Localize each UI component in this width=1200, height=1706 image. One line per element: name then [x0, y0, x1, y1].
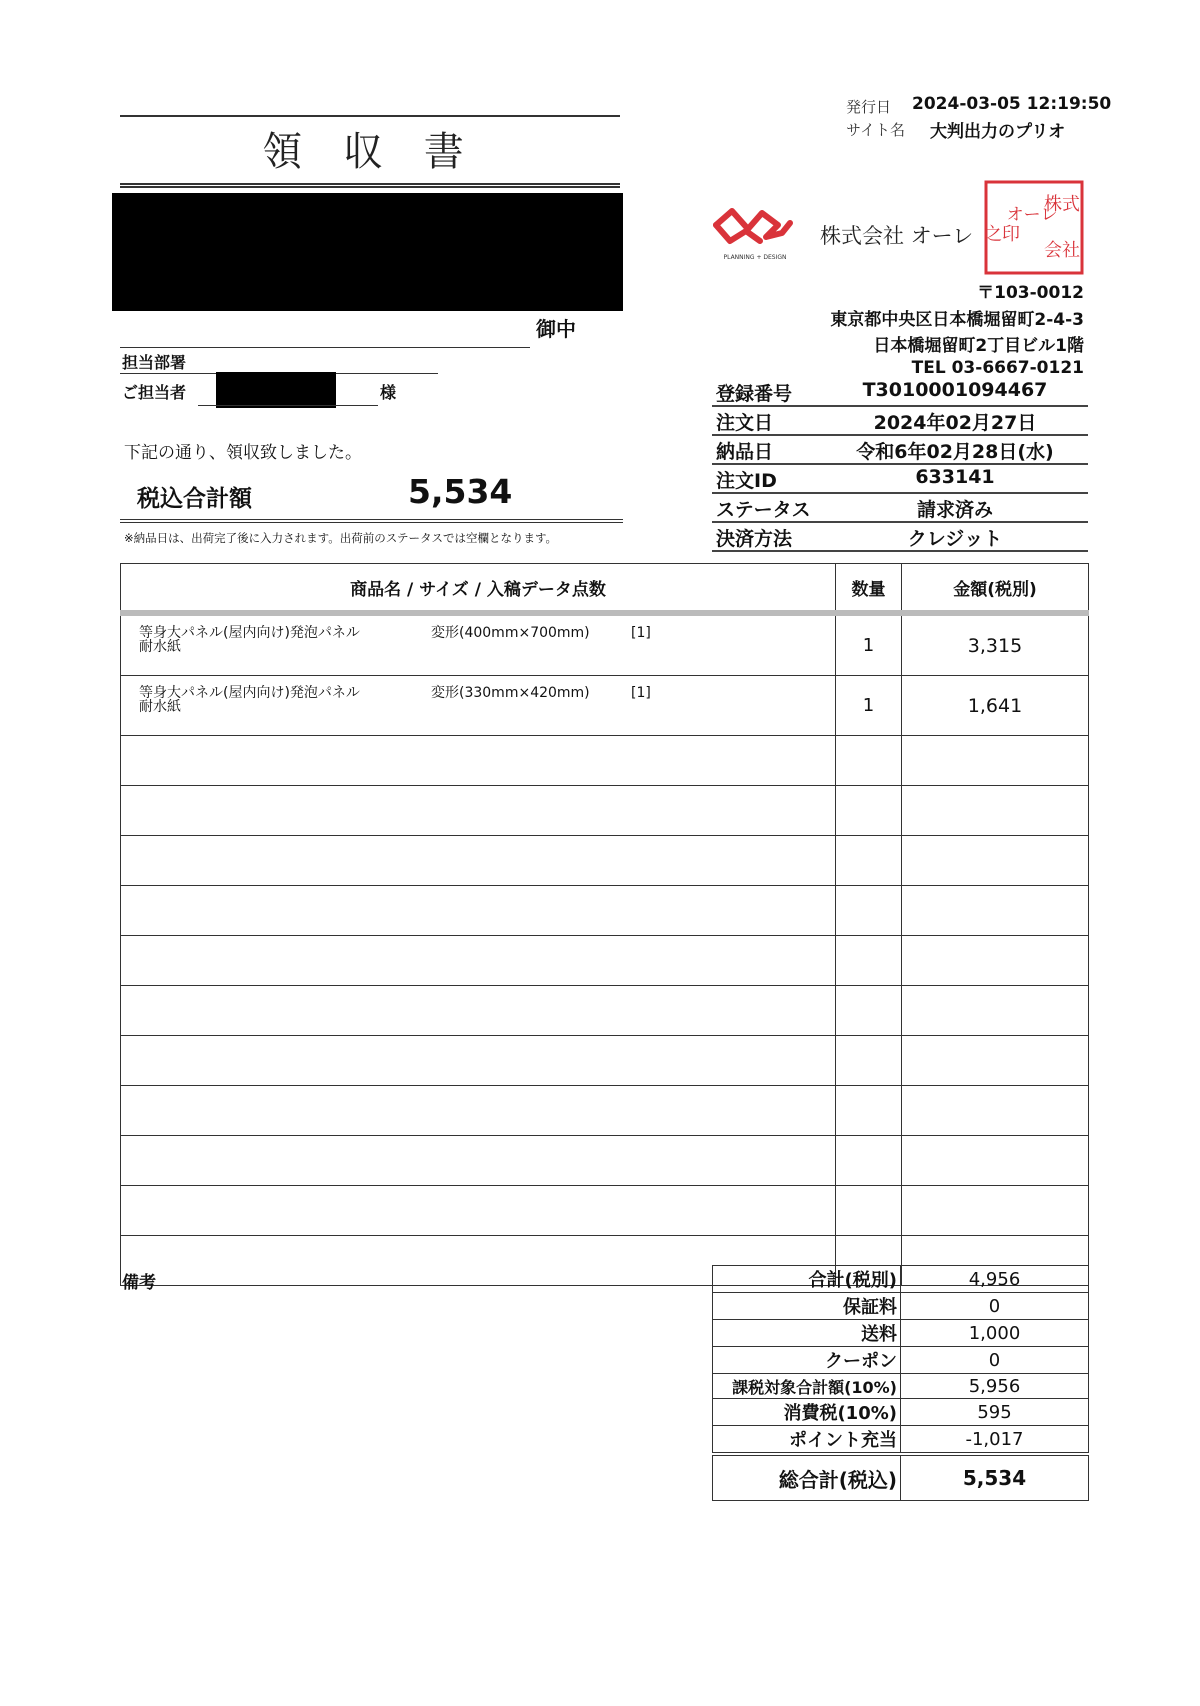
totals-label: 合計(税別) [713, 1266, 901, 1293]
info-label: 注文日 [716, 412, 774, 434]
totals-value: 595 [901, 1399, 1089, 1426]
info-label: 納品日 [716, 441, 774, 463]
item-name-cell [121, 613, 836, 676]
totals-label: 送料 [713, 1320, 901, 1347]
totals-value: 0 [901, 1347, 1089, 1374]
company-logo-icon [710, 203, 800, 263]
table-row-empty [121, 1086, 1089, 1136]
info-row-order-date [712, 406, 1088, 436]
item-qty: 1 [836, 613, 902, 676]
svg-text:オーレ: オーレ [1006, 205, 1058, 225]
totals-value: 1,000 [901, 1320, 1089, 1347]
table-row-empty [121, 886, 1089, 936]
item-name: 等身大パネル(屋内向け)発泡パネル [139, 685, 360, 701]
issue-date-label: 発行日 [846, 98, 892, 116]
company-seal-icon [984, 180, 1084, 275]
item-amount: 1,641 [902, 676, 1089, 736]
totals-label: 課税対象合計額(10%) [713, 1374, 901, 1399]
totals-value: -1,017 [901, 1426, 1089, 1455]
grand-total-row [713, 1454, 1089, 1501]
item-size: 変形(330mm×420mm) [431, 685, 590, 701]
info-row-order-id [712, 464, 1088, 494]
item-qty: 1 [836, 676, 902, 736]
info-row-delivery-date [712, 435, 1088, 465]
total-label: 税込合計額 [137, 486, 252, 512]
company-tel: TEL 03-6667-0121 [911, 358, 1084, 378]
table-row [121, 613, 1089, 676]
company-postal: 〒103-0012 [977, 283, 1084, 303]
info-row-payment [712, 522, 1088, 552]
items-header-row [121, 564, 1089, 614]
total-value: 5,534 [408, 472, 513, 511]
department-label: 担当部署 [122, 353, 187, 372]
title-bottom-rule [120, 183, 620, 188]
contact-label: ご担当者 [122, 383, 187, 402]
info-label: 決済方法 [716, 528, 793, 550]
info-value: 令和6年02月28日(水) [856, 441, 1054, 463]
totals-table [712, 1265, 1089, 1501]
info-value: T3010001094467 [862, 379, 1048, 401]
issue-date: 2024-03-05 12:19:50 [912, 94, 1112, 114]
item-name: 等身大パネル(屋内向け)発泡パネル [139, 625, 360, 641]
table-row-empty [121, 1186, 1089, 1236]
svg-text:株式: 株式 [1044, 194, 1080, 215]
totals-value: 0 [901, 1293, 1089, 1320]
totals-row [713, 1426, 1089, 1455]
table-row-empty [121, 1136, 1089, 1186]
items-table [120, 563, 1089, 1286]
document-title: 領 収 書 [262, 129, 478, 175]
company-address2: 日本橋堀留町2丁目ビル1階 [873, 336, 1084, 356]
received-text: 下記の通り、領収致しました。 [124, 443, 362, 463]
totals-label: クーポン [713, 1347, 901, 1374]
table-row-empty [121, 986, 1089, 1036]
totals-row [713, 1374, 1089, 1399]
recipient-redaction [112, 193, 623, 311]
table-row-empty [121, 1036, 1089, 1086]
info-row-status [712, 493, 1088, 523]
table-row-empty [121, 836, 1089, 886]
item-points: [1] [631, 625, 651, 641]
info-label: 注文ID [716, 470, 777, 492]
svg-text:之印: 之印 [984, 224, 1020, 245]
remarks-label: 備考 [122, 1273, 156, 1293]
info-value: 請求済み [916, 499, 993, 521]
header-name: 商品名 / サイズ / 入稿データ点数 [121, 564, 836, 614]
contact-redaction [216, 372, 336, 408]
grand-total-label: 総合計(税込) [713, 1454, 901, 1501]
totals-row [713, 1399, 1089, 1426]
recipient-suffix: 御中 [536, 317, 576, 341]
item-material: 耐水紙 [139, 699, 181, 715]
info-row-registration [712, 377, 1088, 407]
info-value: 2024年02月27日 [873, 412, 1037, 434]
totals-value: 4,956 [901, 1266, 1089, 1293]
info-value: クレジット [907, 528, 1003, 550]
svg-text:会社: 会社 [1044, 240, 1080, 261]
totals-row [713, 1266, 1089, 1293]
item-amount: 3,315 [902, 613, 1089, 676]
contact-rule [198, 405, 378, 406]
totals-value: 5,956 [901, 1374, 1089, 1399]
recipient-rule [120, 347, 530, 348]
totals-row [713, 1347, 1089, 1374]
table-row-empty [121, 736, 1089, 786]
site-name-label: サイト名 [846, 121, 905, 139]
totals-row [713, 1293, 1089, 1320]
contact-suffix: 様 [380, 383, 397, 402]
info-label: 登録番号 [716, 383, 793, 405]
site-name: 大判出力のプリオ [930, 122, 1066, 142]
info-value: 633141 [915, 466, 995, 488]
table-row-empty [121, 936, 1089, 986]
totals-row [713, 1320, 1089, 1347]
item-name-cell [121, 676, 836, 736]
table-row [121, 676, 1089, 736]
totals-label: ポイント充当 [713, 1426, 901, 1455]
header-qty: 数量 [836, 564, 902, 614]
grand-total-value: 5,534 [901, 1454, 1089, 1501]
item-points: [1] [631, 685, 651, 701]
totals-label: 保証料 [713, 1293, 901, 1320]
delivery-note: ※納品日は、出荷完了後に入力されます。出荷前のステータスでは空欄となります。 [124, 531, 558, 545]
total-rule [120, 519, 623, 523]
company-address1: 東京都中央区日本橋堀留町2-4-3 [830, 310, 1084, 330]
header-amount: 金額(税別) [902, 564, 1089, 614]
svg-text:PLANNING + DESIGN: PLANNING + DESIGN [723, 254, 787, 261]
info-label: ステータス [716, 499, 811, 521]
totals-label: 消費税(10%) [713, 1399, 901, 1426]
table-row-empty [121, 786, 1089, 836]
item-size: 変形(400mm×700mm) [431, 625, 590, 641]
company-name: 株式会社 オーレ [820, 224, 974, 248]
item-material: 耐水紙 [139, 639, 181, 655]
title-top-rule [120, 115, 620, 117]
